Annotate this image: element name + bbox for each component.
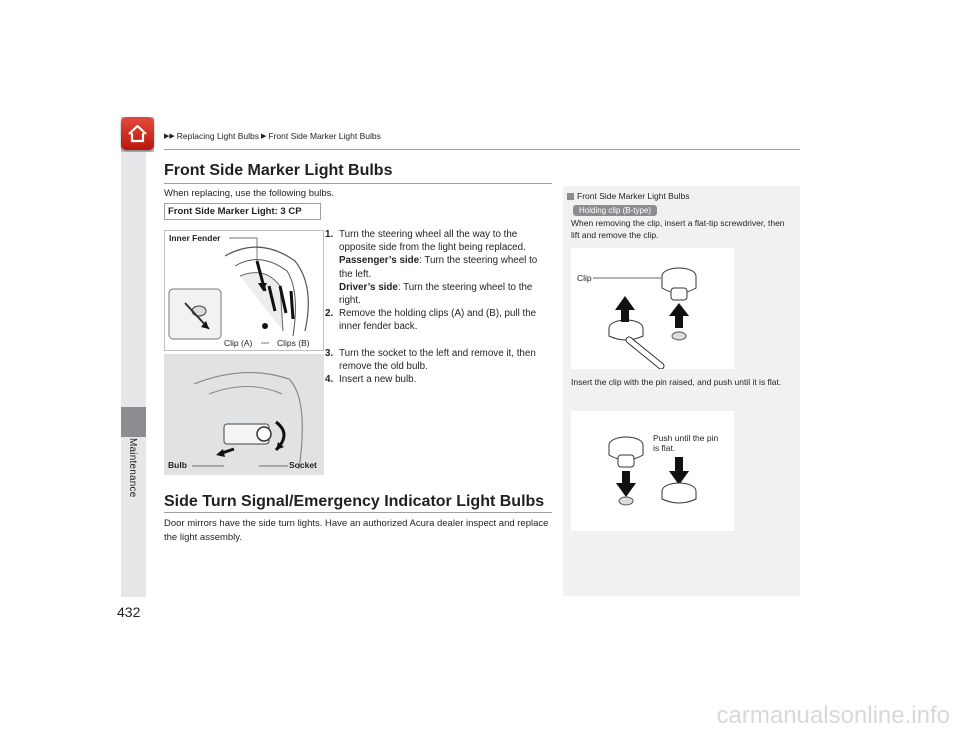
bulb-label: Bulb [168, 460, 187, 470]
driver-side-text: : Turn the steering wheel to the right. [339, 281, 533, 307]
note-marker-icon [567, 193, 574, 200]
step-text: Remove the holding clips (A) and (B), pull the inner fender back. [339, 308, 537, 333]
bulb-socket-illustration [164, 354, 324, 475]
step-text: Turn the steering wheel all the way to the opposite side from the light being replaced. [339, 229, 526, 254]
clips-b-label: Clips (B) [277, 338, 310, 348]
step-number: 4. [325, 374, 334, 386]
passenger-side-text: : Turn the steering wheel to the left. [339, 255, 538, 280]
fender-clip-illustration [165, 231, 323, 350]
section-title-side-turn-signal: Side Turn Signal/Emergency Indicator Light Bulbs [164, 493, 545, 510]
passenger-side-label: Passenger’s side [339, 255, 420, 267]
inner-fender-label: Inner Fender [169, 233, 221, 243]
clip-removal-text: When removing the clip, insert a flat-tip screwdriver, then lift and remove the clip. [571, 218, 785, 240]
side-tab-index[interactable] [121, 152, 146, 407]
notes-heading-text: Front Side Marker Light Bulbs [577, 191, 690, 201]
socket-label: Socket [289, 460, 317, 470]
page-number: 432 [117, 604, 141, 620]
clip-a-label: Clip (A) [224, 338, 253, 348]
breadcrumb-item[interactable]: Front Side Marker Light Bulbs [268, 131, 381, 141]
home-button[interactable] [121, 117, 154, 150]
step-3 [325, 347, 553, 373]
breadcrumb-arrow-icon: ▶▶ [164, 133, 175, 140]
section-title-front-side-marker: Front Side Marker Light Bulbs [164, 162, 393, 179]
notes-heading [567, 191, 689, 201]
section-divider [164, 512, 552, 513]
clip-label: Clip [577, 273, 592, 283]
step-4 [325, 373, 553, 386]
socket-removal-illustration [164, 354, 324, 475]
push-until-flat-label: Push until the pin is flat. [653, 433, 719, 453]
clip-install-illustration [571, 411, 734, 531]
step-number: 3. [325, 347, 334, 359]
side-turn-signal-text: Door mirrors have the side turn lights. Have an authorized Acura dealer inspect and replace the light assembly. [164, 518, 549, 543]
clip-type-badge: Holding clip (B-type) [573, 205, 657, 216]
clip-push-illustration [571, 411, 734, 531]
watermark: carmanualsonline.info [716, 702, 950, 729]
clip-install-text: Insert the clip with the pin raised, and push until it is flat. [571, 377, 782, 387]
driver-side-label: Driver’s side [339, 281, 398, 293]
step-1 [325, 228, 553, 307]
clip-screwdriver-illustration [571, 248, 734, 369]
bulb-spec-box: Front Side Marker Light: 3 CP [164, 203, 321, 220]
breadcrumb-arrow-icon: ▶ [261, 133, 267, 140]
intro-text: When replacing, use the following bulbs. [164, 188, 335, 199]
step-number: 1. [325, 229, 334, 240]
side-tab-maintenance-marker[interactable] [121, 407, 146, 437]
step-text: Turn the socket to the left and remove it, then remove the old bulb. [339, 347, 536, 372]
breadcrumb [164, 131, 381, 141]
section-divider [164, 183, 552, 184]
header-divider [164, 149, 800, 150]
inner-fender-illustration [164, 230, 324, 351]
step-2 [325, 307, 553, 333]
step-number: 2. [325, 308, 334, 320]
side-tab-label[interactable]: Maintenance [127, 438, 138, 498]
step-text: Insert a new bulb. [339, 374, 417, 386]
breadcrumb-item[interactable]: Replacing Light Bulbs [176, 131, 260, 141]
replacement-steps [325, 228, 553, 386]
home-icon [121, 117, 154, 150]
clip-removal-illustration [571, 248, 734, 369]
